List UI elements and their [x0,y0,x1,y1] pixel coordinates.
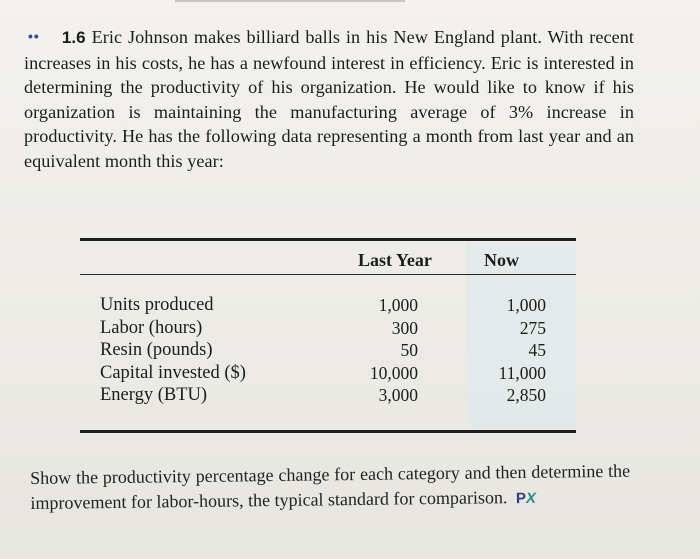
last-year-values [350,294,418,407]
header-now: Now [484,250,519,270]
table-header-rule [80,274,576,275]
px-badge-icon: PX [515,489,537,507]
question-text: Show the productivity percentage change for each category and then determine the improvement for labor-hours, the typical standard for comparison. [30,460,631,513]
problem-number: 1.6 [61,28,86,47]
cell-now-resin: 45 [528,340,546,360]
cell-last-capital: 10,000 [369,362,418,383]
problem-paragraph [24,24,634,173]
table-top-rule [80,238,576,241]
data-table [80,238,576,434]
cell-last-units: 1,000 [378,295,418,315]
row-label-units: Units produced [100,295,214,315]
header-last-year: Last Year [358,250,432,270]
cell-now-labor: 275 [519,317,546,338]
row-label-capital: Capital invested ($) [100,362,246,383]
cell-last-energy: 3,000 [378,385,418,405]
problem-text: Eric Johnson makes billiard balls in his New England plant. With recent increases in his costs, he has a newfound interest in efficiency. Eric is interested in determining the productivity of his organization. He would like to know if his organization is maintaining the manufacturing average of 3% increase in productivity. He has the following data representing a month from last year and an equivalent month this year: [24,27,634,171]
cell-now-units: 1,000 [506,295,546,315]
row-label-energy: Energy (BTU) [100,385,208,405]
difficulty-marker: •• [28,28,40,44]
cell-now-capital: 11,000 [498,362,546,383]
row-labels [100,294,246,407]
cell-now-energy: 2,850 [506,385,546,405]
cell-last-resin: 50 [400,340,418,360]
cell-last-labor: 300 [391,317,418,338]
now-values [480,294,546,407]
question-paragraph [30,459,631,517]
previous-line-fragment [175,0,405,6]
table-bottom-rule [80,430,576,433]
row-label-labor: Labor (hours) [100,317,203,338]
row-label-resin: Resin (pounds) [100,340,213,360]
